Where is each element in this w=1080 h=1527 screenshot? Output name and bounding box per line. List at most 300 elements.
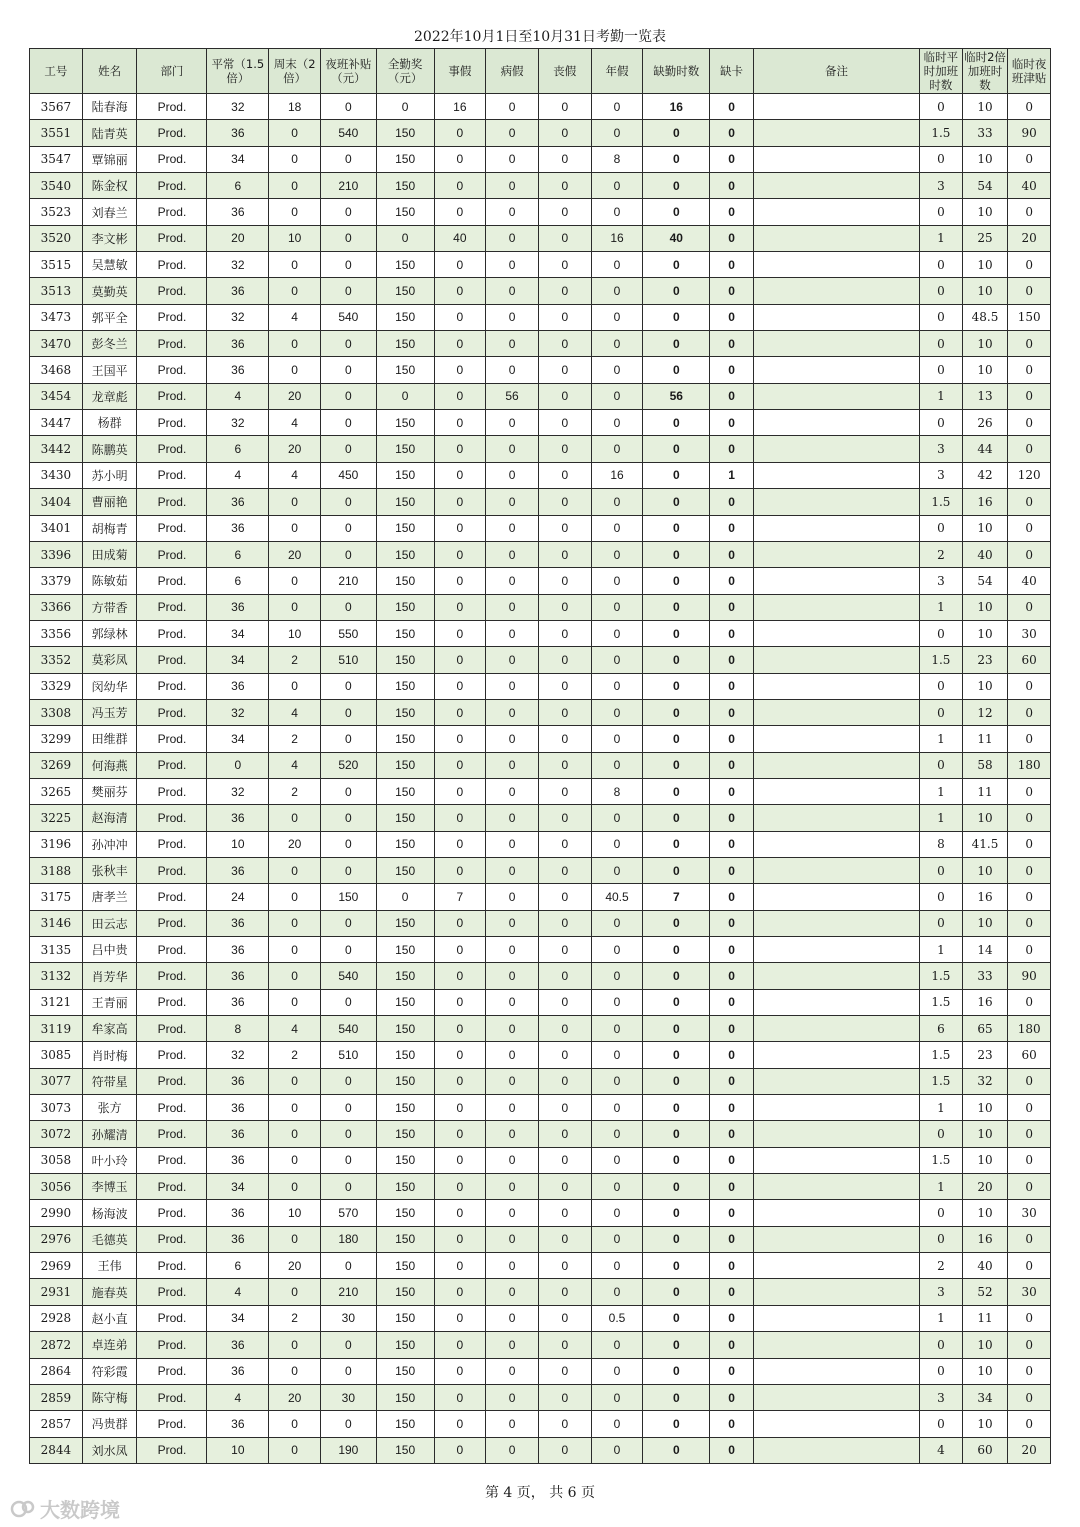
- missed-clock-cell: 0: [710, 568, 754, 594]
- weekend-ot-cell: 20: [269, 831, 321, 857]
- employee-id-cell: 3188: [30, 857, 83, 883]
- weekend-ot-cell: 0: [269, 1437, 321, 1463]
- temp-double-ot-cell: 10: [962, 252, 1008, 278]
- sick-leave-cell: 0: [486, 1411, 539, 1437]
- employee-id-cell: 3513: [30, 278, 83, 304]
- sick-leave-cell: 0: [486, 699, 539, 725]
- sick-leave-cell: 0: [486, 1253, 539, 1279]
- temp-normal-ot-cell: 0: [920, 304, 963, 330]
- column-header: 工号: [30, 49, 83, 94]
- annual-leave-cell: 0.5: [591, 1305, 643, 1331]
- bereavement-leave-cell: 0: [538, 541, 591, 567]
- remarks-cell: [753, 620, 919, 646]
- temp-night-allowance-cell: 0: [1008, 1095, 1051, 1121]
- temp-double-ot-cell: 10: [962, 357, 1008, 383]
- missed-clock-cell: 0: [710, 515, 754, 541]
- temp-normal-ot-cell: 0: [920, 278, 963, 304]
- sick-leave-cell: 0: [486, 541, 539, 567]
- attendance-bonus-cell: 150: [376, 541, 434, 567]
- name-cell: 毛德英: [82, 1226, 137, 1252]
- remarks-cell: [753, 410, 919, 436]
- sick-leave-cell: 0: [486, 357, 539, 383]
- night-allowance-cell: 0: [320, 805, 376, 831]
- temp-double-ot-cell: 58: [962, 752, 1008, 778]
- department-cell: Prod.: [137, 1095, 207, 1121]
- employee-id-cell: 3073: [30, 1095, 83, 1121]
- employee-id-cell: 3515: [30, 252, 83, 278]
- remarks-cell: [753, 436, 919, 462]
- temp-double-ot-cell: 40: [962, 1253, 1008, 1279]
- temp-double-ot-cell: 10: [962, 278, 1008, 304]
- weekend-ot-cell: 0: [269, 1174, 321, 1200]
- annual-leave-cell: 0: [591, 726, 643, 752]
- normal-ot-cell: 36: [207, 1358, 269, 1384]
- temp-normal-ot-cell: 0: [920, 331, 963, 357]
- employee-id-cell: 3352: [30, 647, 83, 673]
- bereavement-leave-cell: 0: [538, 647, 591, 673]
- weekend-ot-cell: 4: [269, 304, 321, 330]
- temp-double-ot-cell: 34: [962, 1384, 1008, 1410]
- sick-leave-cell: 0: [486, 252, 539, 278]
- bereavement-leave-cell: 0: [538, 1279, 591, 1305]
- weekend-ot-cell: 0: [269, 252, 321, 278]
- temp-double-ot-cell: 23: [962, 1042, 1008, 1068]
- temp-night-allowance-cell: 0: [1008, 383, 1051, 409]
- annual-leave-cell: 0: [591, 489, 643, 515]
- name-cell: 刘水凤: [82, 1437, 137, 1463]
- temp-double-ot-cell: 10: [962, 857, 1008, 883]
- sick-leave-cell: 0: [486, 1042, 539, 1068]
- department-cell: Prod.: [137, 436, 207, 462]
- table-row: [30, 94, 1051, 120]
- attendance-bonus-cell: 150: [376, 1068, 434, 1094]
- employee-id-cell: 3447: [30, 410, 83, 436]
- table-row: [30, 1121, 1051, 1147]
- name-cell: 陆青英: [82, 120, 137, 146]
- temp-normal-ot-cell: 0: [920, 1358, 963, 1384]
- night-allowance-cell: 0: [320, 989, 376, 1015]
- bereavement-leave-cell: 0: [538, 515, 591, 541]
- night-allowance-cell: 210: [320, 1279, 376, 1305]
- night-allowance-cell: 550: [320, 620, 376, 646]
- temp-double-ot-cell: 10: [962, 1095, 1008, 1121]
- attendance-bonus-cell: 0: [376, 383, 434, 409]
- employee-id-cell: 2976: [30, 1226, 83, 1252]
- normal-ot-cell: 36: [207, 910, 269, 936]
- temp-night-allowance-cell: 0: [1008, 1253, 1051, 1279]
- remarks-cell: [753, 94, 919, 120]
- temp-night-allowance-cell: 0: [1008, 94, 1051, 120]
- missed-clock-cell: 0: [710, 1411, 754, 1437]
- temp-night-allowance-cell: 0: [1008, 541, 1051, 567]
- table-row: [30, 805, 1051, 831]
- absence-hours-cell: 0: [643, 1095, 710, 1121]
- name-cell: 陈守梅: [82, 1384, 137, 1410]
- personal-leave-cell: 0: [434, 647, 486, 673]
- sick-leave-cell: 0: [486, 1068, 539, 1094]
- name-cell: 卓连弟: [82, 1332, 137, 1358]
- table-row: [30, 1411, 1051, 1437]
- annual-leave-cell: 0: [591, 278, 643, 304]
- attendance-bonus-cell: 150: [376, 1305, 434, 1331]
- annual-leave-cell: 0: [591, 1200, 643, 1226]
- employee-id-cell: 3077: [30, 1068, 83, 1094]
- remarks-cell: [753, 1121, 919, 1147]
- night-allowance-cell: 0: [320, 910, 376, 936]
- personal-leave-cell: 0: [434, 410, 486, 436]
- department-cell: Prod.: [137, 726, 207, 752]
- name-cell: 陆春海: [82, 94, 137, 120]
- department-cell: Prod.: [137, 620, 207, 646]
- employee-id-cell: 3329: [30, 673, 83, 699]
- bereavement-leave-cell: 0: [538, 1437, 591, 1463]
- normal-ot-cell: 0: [207, 752, 269, 778]
- name-cell: 刘春兰: [82, 199, 137, 225]
- temp-double-ot-cell: 10: [962, 1121, 1008, 1147]
- absence-hours-cell: 0: [643, 1279, 710, 1305]
- absence-hours-cell: 0: [643, 1411, 710, 1437]
- watermark-text: 大数跨境: [40, 1498, 120, 1522]
- temp-normal-ot-cell: 1.5: [920, 989, 963, 1015]
- department-cell: Prod.: [137, 1411, 207, 1437]
- normal-ot-cell: 6: [207, 173, 269, 199]
- temp-double-ot-cell: 44: [962, 436, 1008, 462]
- attendance-bonus-cell: 150: [376, 410, 434, 436]
- temp-night-allowance-cell: 60: [1008, 1042, 1051, 1068]
- annual-leave-cell: 0: [591, 937, 643, 963]
- weekend-ot-cell: 2: [269, 778, 321, 804]
- sick-leave-cell: 0: [486, 1279, 539, 1305]
- temp-normal-ot-cell: 1: [920, 1174, 963, 1200]
- sick-leave-cell: 0: [486, 278, 539, 304]
- name-cell: 郭绿林: [82, 620, 137, 646]
- bereavement-leave-cell: 0: [538, 1200, 591, 1226]
- remarks-cell: [753, 278, 919, 304]
- annual-leave-cell: 0: [591, 173, 643, 199]
- sick-leave-cell: 0: [486, 910, 539, 936]
- table-row: [30, 1358, 1051, 1384]
- normal-ot-cell: 36: [207, 357, 269, 383]
- personal-leave-cell: 0: [434, 1358, 486, 1384]
- table-header: [30, 49, 1051, 94]
- attendance-bonus-cell: 150: [376, 594, 434, 620]
- employee-id-cell: 2857: [30, 1411, 83, 1437]
- personal-leave-cell: 0: [434, 1279, 486, 1305]
- temp-double-ot-cell: 48.5: [962, 304, 1008, 330]
- temp-double-ot-cell: 40: [962, 541, 1008, 567]
- weekend-ot-cell: 0: [269, 173, 321, 199]
- remarks-cell: [753, 1358, 919, 1384]
- department-cell: Prod.: [137, 1253, 207, 1279]
- missed-clock-cell: 0: [710, 699, 754, 725]
- annual-leave-cell: 0: [591, 805, 643, 831]
- sick-leave-cell: 0: [486, 1384, 539, 1410]
- normal-ot-cell: 34: [207, 726, 269, 752]
- normal-ot-cell: 36: [207, 989, 269, 1015]
- table-row: [30, 673, 1051, 699]
- personal-leave-cell: 0: [434, 1174, 486, 1200]
- absence-hours-cell: 0: [643, 1121, 710, 1147]
- normal-ot-cell: 36: [207, 1147, 269, 1173]
- attendance-bonus-cell: 150: [376, 937, 434, 963]
- missed-clock-cell: 0: [710, 357, 754, 383]
- temp-normal-ot-cell: 3: [920, 1384, 963, 1410]
- department-cell: Prod.: [137, 778, 207, 804]
- bereavement-leave-cell: 0: [538, 594, 591, 620]
- name-cell: 龙章彪: [82, 383, 137, 409]
- table-row: [30, 331, 1051, 357]
- attendance-bonus-cell: 150: [376, 857, 434, 883]
- sick-leave-cell: 0: [486, 1174, 539, 1200]
- absence-hours-cell: 0: [643, 515, 710, 541]
- bereavement-leave-cell: 0: [538, 436, 591, 462]
- bereavement-leave-cell: 0: [538, 1411, 591, 1437]
- bereavement-leave-cell: 0: [538, 252, 591, 278]
- weekend-ot-cell: 0: [269, 568, 321, 594]
- remarks-cell: [753, 1147, 919, 1173]
- missed-clock-cell: 0: [710, 1305, 754, 1331]
- absence-hours-cell: 0: [643, 1384, 710, 1410]
- absence-hours-cell: 0: [643, 146, 710, 172]
- column-header: 临时夜班津贴: [1008, 49, 1051, 94]
- normal-ot-cell: 32: [207, 699, 269, 725]
- temp-double-ot-cell: 10: [962, 673, 1008, 699]
- sick-leave-cell: 0: [486, 1147, 539, 1173]
- remarks-cell: [753, 1305, 919, 1331]
- temp-night-allowance-cell: 20: [1008, 1437, 1051, 1463]
- temp-double-ot-cell: 10: [962, 146, 1008, 172]
- personal-leave-cell: 0: [434, 331, 486, 357]
- night-allowance-cell: 0: [320, 778, 376, 804]
- temp-night-allowance-cell: 0: [1008, 884, 1051, 910]
- column-header: 临时平时加班时数: [920, 49, 963, 94]
- temp-normal-ot-cell: 8: [920, 831, 963, 857]
- temp-normal-ot-cell: 0: [920, 357, 963, 383]
- night-allowance-cell: 540: [320, 963, 376, 989]
- missed-clock-cell: 0: [710, 884, 754, 910]
- night-allowance-cell: 0: [320, 1068, 376, 1094]
- night-allowance-cell: 0: [320, 252, 376, 278]
- column-header: 病假: [486, 49, 539, 94]
- absence-hours-cell: 0: [643, 910, 710, 936]
- normal-ot-cell: 32: [207, 778, 269, 804]
- weekend-ot-cell: 0: [269, 1068, 321, 1094]
- night-allowance-cell: 450: [320, 462, 376, 488]
- sick-leave-cell: 0: [486, 673, 539, 699]
- remarks-cell: [753, 1042, 919, 1068]
- bereavement-leave-cell: 0: [538, 726, 591, 752]
- sick-leave-cell: 0: [486, 752, 539, 778]
- table-row: [30, 146, 1051, 172]
- remarks-cell: [753, 357, 919, 383]
- night-allowance-cell: 190: [320, 1437, 376, 1463]
- remarks-cell: [753, 541, 919, 567]
- table-row: [30, 278, 1051, 304]
- temp-normal-ot-cell: 1: [920, 1305, 963, 1331]
- temp-double-ot-cell: 11: [962, 726, 1008, 752]
- name-cell: 符带星: [82, 1068, 137, 1094]
- temp-normal-ot-cell: 0: [920, 94, 963, 120]
- night-allowance-cell: 30: [320, 1305, 376, 1331]
- temp-night-allowance-cell: 0: [1008, 515, 1051, 541]
- temp-double-ot-cell: 10: [962, 199, 1008, 225]
- absence-hours-cell: 0: [643, 620, 710, 646]
- bereavement-leave-cell: 0: [538, 1095, 591, 1121]
- name-cell: 赵小直: [82, 1305, 137, 1331]
- department-cell: Prod.: [137, 1042, 207, 1068]
- personal-leave-cell: 0: [434, 568, 486, 594]
- attendance-bonus-cell: 150: [376, 436, 434, 462]
- attendance-bonus-cell: 150: [376, 568, 434, 594]
- column-header: 临时2倍加班时数: [964, 50, 1006, 92]
- remarks-cell: [753, 963, 919, 989]
- bereavement-leave-cell: 0: [538, 199, 591, 225]
- absence-hours-cell: 0: [643, 857, 710, 883]
- normal-ot-cell: 36: [207, 963, 269, 989]
- name-cell: 郭平全: [82, 304, 137, 330]
- department-cell: Prod.: [137, 94, 207, 120]
- normal-ot-cell: 6: [207, 436, 269, 462]
- temp-normal-ot-cell: 3: [920, 462, 963, 488]
- annual-leave-cell: 0: [591, 357, 643, 383]
- temp-night-allowance-cell: 0: [1008, 331, 1051, 357]
- temp-normal-ot-cell: 3: [920, 436, 963, 462]
- bereavement-leave-cell: 0: [538, 831, 591, 857]
- absence-hours-cell: 0: [643, 963, 710, 989]
- employee-id-cell: 3269: [30, 752, 83, 778]
- employee-id-cell: 3470: [30, 331, 83, 357]
- night-allowance-cell: 180: [320, 1226, 376, 1252]
- personal-leave-cell: 0: [434, 805, 486, 831]
- column-header: 周末（2倍）: [269, 49, 321, 94]
- attendance-bonus-cell: 150: [376, 1253, 434, 1279]
- personal-leave-cell: 0: [434, 1253, 486, 1279]
- normal-ot-cell: 36: [207, 1200, 269, 1226]
- temp-double-ot-cell: 20: [962, 1174, 1008, 1200]
- sick-leave-cell: 0: [486, 726, 539, 752]
- sick-leave-cell: 0: [486, 1332, 539, 1358]
- night-allowance-cell: 0: [320, 831, 376, 857]
- bereavement-leave-cell: 0: [538, 568, 591, 594]
- attendance-bonus-cell: 150: [376, 489, 434, 515]
- attendance-bonus-cell: 150: [376, 515, 434, 541]
- temp-night-allowance-cell: 0: [1008, 278, 1051, 304]
- remarks-cell: [753, 910, 919, 936]
- sick-leave-cell: 0: [486, 331, 539, 357]
- sick-leave-cell: 0: [486, 199, 539, 225]
- annual-leave-cell: 0: [591, 541, 643, 567]
- weekend-ot-cell: 0: [269, 146, 321, 172]
- weekend-ot-cell: 0: [269, 1095, 321, 1121]
- temp-double-ot-cell: 12: [962, 699, 1008, 725]
- bereavement-leave-cell: 0: [538, 1042, 591, 1068]
- missed-clock-cell: 0: [710, 752, 754, 778]
- name-cell: 施春英: [82, 1279, 137, 1305]
- night-allowance-cell: 210: [320, 568, 376, 594]
- table-row: [30, 910, 1051, 936]
- table-row: [30, 383, 1051, 409]
- normal-ot-cell: 36: [207, 937, 269, 963]
- absence-hours-cell: 0: [643, 1358, 710, 1384]
- personal-leave-cell: 0: [434, 752, 486, 778]
- temp-double-ot-cell: 10: [962, 1358, 1008, 1384]
- missed-clock-cell: 0: [710, 120, 754, 146]
- temp-double-ot-cell: 10: [962, 1147, 1008, 1173]
- weekend-ot-cell: 0: [269, 278, 321, 304]
- personal-leave-cell: 0: [434, 1016, 486, 1042]
- temp-night-allowance-cell: 0: [1008, 673, 1051, 699]
- absence-hours-cell: 0: [643, 278, 710, 304]
- temp-normal-ot-cell: 0: [920, 673, 963, 699]
- department-cell: Prod.: [137, 1174, 207, 1200]
- column-header: 姓名: [82, 49, 137, 94]
- bereavement-leave-cell: 0: [538, 410, 591, 436]
- employee-id-cell: 3121: [30, 989, 83, 1015]
- temp-double-ot-cell: 32: [962, 1068, 1008, 1094]
- watermark-logo-icon: [10, 1498, 36, 1520]
- column-header: 丧假: [538, 49, 591, 94]
- night-allowance-cell: 0: [320, 225, 376, 251]
- name-cell: 田云志: [82, 910, 137, 936]
- department-cell: Prod.: [137, 383, 207, 409]
- annual-leave-cell: 0: [591, 1358, 643, 1384]
- name-cell: 吴慧敏: [82, 252, 137, 278]
- absence-hours-cell: 0: [643, 120, 710, 146]
- remarks-cell: [753, 304, 919, 330]
- name-cell: 叶小玲: [82, 1147, 137, 1173]
- weekend-ot-cell: 20: [269, 1253, 321, 1279]
- department-cell: Prod.: [137, 515, 207, 541]
- table-row: [30, 937, 1051, 963]
- night-allowance-cell: 0: [320, 1095, 376, 1121]
- department-cell: Prod.: [137, 910, 207, 936]
- remarks-cell: [753, 1279, 919, 1305]
- temp-night-allowance-cell: 90: [1008, 120, 1051, 146]
- personal-leave-cell: 0: [434, 726, 486, 752]
- temp-night-allowance-cell: 0: [1008, 699, 1051, 725]
- temp-double-ot-cell: 33: [962, 963, 1008, 989]
- night-allowance-cell: 540: [320, 1016, 376, 1042]
- employee-id-cell: 2864: [30, 1358, 83, 1384]
- remarks-cell: [753, 831, 919, 857]
- employee-id-cell: 3299: [30, 726, 83, 752]
- department-cell: Prod.: [137, 146, 207, 172]
- bereavement-leave-cell: 0: [538, 1016, 591, 1042]
- sick-leave-cell: 0: [486, 410, 539, 436]
- missed-clock-cell: 0: [710, 831, 754, 857]
- name-cell: 肖时梅: [82, 1042, 137, 1068]
- annual-leave-cell: 0: [591, 1253, 643, 1279]
- bereavement-leave-cell: 0: [538, 357, 591, 383]
- night-allowance-cell: 0: [320, 278, 376, 304]
- temp-night-allowance-cell: 0: [1008, 1358, 1051, 1384]
- temp-normal-ot-cell: 0: [920, 410, 963, 436]
- department-cell: Prod.: [137, 1279, 207, 1305]
- table-row: [30, 436, 1051, 462]
- employee-id-cell: 3442: [30, 436, 83, 462]
- name-cell: 张方: [82, 1095, 137, 1121]
- column-header: 全勤奖（元）: [376, 49, 434, 94]
- employee-id-cell: 3396: [30, 541, 83, 567]
- temp-normal-ot-cell: 3: [920, 1279, 963, 1305]
- remarks-cell: [753, 1016, 919, 1042]
- personal-leave-cell: 0: [434, 989, 486, 1015]
- bereavement-leave-cell: 0: [538, 94, 591, 120]
- employee-id-cell: 3196: [30, 831, 83, 857]
- annual-leave-cell: 0: [591, 331, 643, 357]
- temp-night-allowance-cell: 0: [1008, 778, 1051, 804]
- annual-leave-cell: 0: [591, 410, 643, 436]
